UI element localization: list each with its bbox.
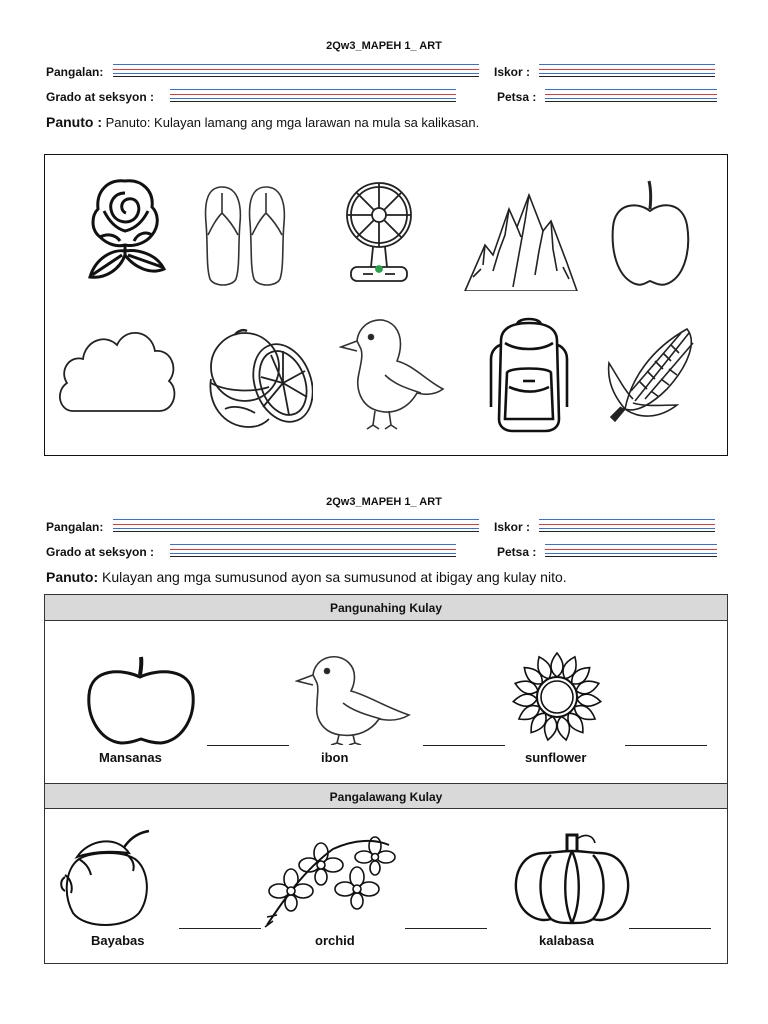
secondary-item-label: Bayabas [91, 933, 145, 948]
instruction-2 [46, 569, 567, 585]
cloud-icon[interactable] [55, 319, 179, 417]
score-label-2: Iskor : [494, 520, 531, 534]
primary-item-label: ibon [321, 750, 349, 765]
apple-icon[interactable] [85, 655, 197, 747]
worksheet-1-title: 2Qw3_MAPEH 1_ ART [326, 40, 442, 52]
date-writing-line-2[interactable] [545, 544, 717, 556]
grade-section-label: Grado at seksyon : [46, 90, 155, 104]
section-primary-colors: Pangunahing Kulay [45, 595, 727, 621]
sunflower-icon[interactable] [511, 651, 603, 743]
pumpkin-icon[interactable] [511, 833, 633, 925]
orange-icon[interactable] [205, 327, 313, 431]
electric-fan-icon[interactable] [341, 177, 417, 287]
name-writing-line-2[interactable] [113, 519, 479, 531]
score-writing-line-2[interactable] [539, 519, 715, 531]
grade-section-label-2: Grado at seksyon : [46, 545, 155, 559]
apple-icon[interactable] [607, 179, 693, 293]
instruction-prefix-2: Panuto: [46, 569, 99, 585]
nature-picture-box [44, 154, 728, 456]
guava-icon[interactable] [59, 829, 155, 929]
score-writing-line[interactable] [539, 64, 715, 76]
grade-section-writing-line[interactable] [170, 89, 456, 101]
worksheet-2-title: 2Qw3_MAPEH 1_ ART [326, 496, 442, 508]
orchid-icon[interactable] [263, 831, 401, 929]
instruction [46, 114, 479, 130]
secondary-item-label: kalabasa [539, 933, 594, 948]
bird-icon[interactable] [295, 649, 415, 745]
answer-line[interactable] [207, 745, 289, 746]
backpack-icon[interactable] [487, 315, 571, 433]
mountain-icon[interactable] [463, 191, 579, 291]
answer-line[interactable] [179, 928, 261, 929]
secondary-item-label: orchid [315, 933, 355, 948]
instruction-text-2: Kulayan ang mga sumusunod ayon sa sumusunod at ibigay ang kulay nito. [102, 569, 567, 585]
answer-line[interactable] [423, 745, 505, 746]
name-writing-line[interactable] [113, 64, 479, 76]
name-label: Pangalan: [46, 65, 104, 79]
instruction-prefix: Panuto : [46, 114, 102, 130]
answer-line[interactable] [625, 745, 707, 746]
section-secondary-colors: Pangalawang Kulay [45, 783, 727, 809]
answer-line[interactable] [405, 928, 487, 929]
date-label: Petsa : [497, 90, 537, 104]
primary-item-label: Mansanas [99, 750, 162, 765]
primary-item-label: sunflower [525, 750, 587, 765]
name-label-2: Pangalan: [46, 520, 104, 534]
date-label-2: Petsa : [497, 545, 537, 559]
instruction-text: Panuto: Kulayan lamang ang mga larawan na mula sa kalikasan. [105, 115, 480, 130]
rose-icon[interactable] [78, 171, 172, 289]
answer-line[interactable] [629, 928, 711, 929]
bird-icon[interactable] [339, 311, 449, 435]
date-writing-line[interactable] [545, 89, 717, 101]
score-label: Iskor : [494, 65, 531, 79]
grade-section-writing-line-2[interactable] [170, 544, 456, 556]
color-table [44, 594, 728, 964]
slippers-icon[interactable] [198, 183, 292, 289]
corn-icon[interactable] [605, 319, 705, 423]
